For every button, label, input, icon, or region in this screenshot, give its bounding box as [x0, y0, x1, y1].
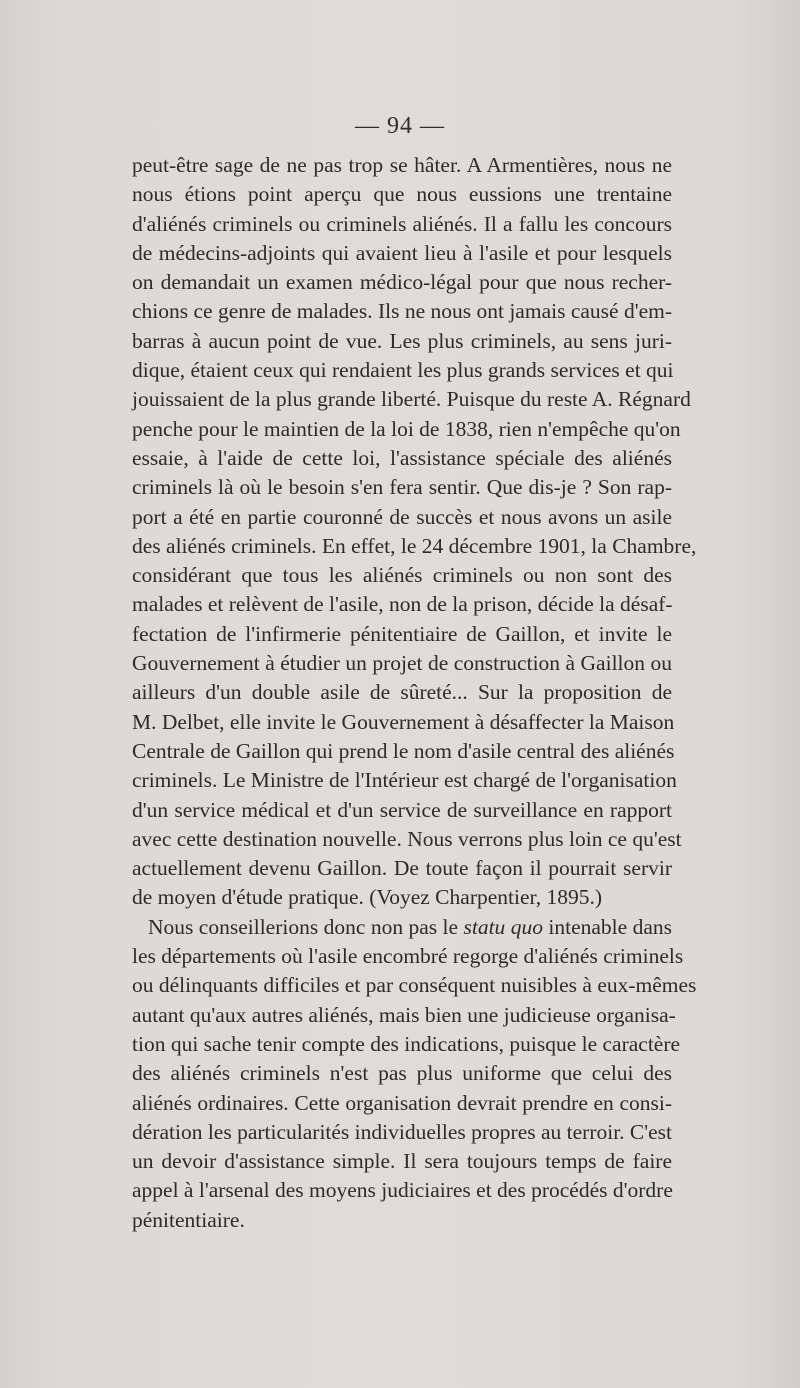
text-line: d'un service médical et d'un service de surveillance en rapport: [132, 797, 672, 822]
text-line: penche pour le maintien de la loi de 1838, rien n'empêche qu'on: [132, 416, 681, 441]
text-line: actuellement devenu Gaillon. De toute façon il pourrait servir: [132, 856, 672, 881]
paragraph-1: [132, 151, 697, 913]
text-line: essaie, à l'aide de cette loi, l'assistance spéciale des aliénés: [132, 445, 672, 470]
text-line: de médecins-adjoints qui avaient lieu à l'asile et pour lesquels: [132, 240, 672, 265]
text-line: tion qui sache tenir compte des indications, puisque le caractère: [132, 1031, 681, 1056]
text-line: [132, 913, 672, 942]
text-line: nous étions point aperçu que nous eussions une trentaine: [132, 182, 672, 207]
text-fragment: intenable dans: [542, 914, 672, 939]
text-line: Centrale de Gaillon qui prend le nom d'asile central des aliénés: [132, 738, 675, 763]
latin-phrase: statu quo: [463, 914, 543, 939]
text-line: ou délinquants difficiles et par conséquent nuisibles à eux-mêmes: [132, 973, 697, 998]
text-line: considérant que tous les aliénés criminels ou non sont des: [132, 563, 672, 588]
text-line: d'aliénés criminels ou criminels aliénés. Il a fallu les concours: [132, 211, 672, 236]
text-line: barras à aucun point de vue. Les plus criminels, au sens juri-: [132, 328, 672, 353]
text-line: des aliénés criminels n'est pas plus uniforme que celui des: [132, 1061, 672, 1086]
text-line: pénitentiaire.: [132, 1207, 245, 1232]
text-line: malades et relèvent de l'asile, non de la prison, décide la désaf-: [132, 592, 673, 617]
text-line: Gouvernement à étudier un projet de construction à Gaillon ou: [132, 651, 672, 676]
text-line: les départements où l'asile encombré regorge d'aliénés criminels: [132, 944, 684, 969]
text-line: jouissaient de la plus grande liberté. Puisque du reste A. Régnard: [132, 387, 691, 412]
text-line: de moyen d'étude pratique. (Voyez Charpentier, 1895.): [132, 885, 603, 910]
text-line: dération les particularités individuelles propres au terroir. C'est: [132, 1119, 673, 1144]
text-line: criminels là où le besoin s'en fera sentir. Que dis-je ? Son rap-: [132, 475, 672, 500]
text-line: fectation de l'infirmerie pénitentiaire de Gaillon, et invite le: [132, 621, 672, 646]
paragraph-2: [132, 913, 697, 1235]
text-line: chions ce genre de malades. Ils ne nous ont jamais causé d'em-: [132, 299, 672, 324]
body-text: [132, 151, 697, 1235]
text-line: M. Delbet, elle invite le Gouvernement à désaffecter la Maison: [132, 709, 675, 734]
text-line: peut-être sage de ne pas trop se hâter. A Armentières, nous ne: [132, 153, 672, 177]
text-line: port a été en partie couronné de succès et nous avons un asile: [132, 504, 672, 529]
text-line: dique, étaient ceux qui rendaient les plus grands services et qui: [132, 358, 674, 383]
text-line: un devoir d'assistance simple. Il sera toujours temps de faire: [132, 1149, 672, 1174]
text-line: appel à l'arsenal des moyens judiciaires et des procédés d'ordre: [132, 1178, 673, 1203]
text-line: avec cette destination nouvelle. Nous verrons plus loin ce qu'est: [132, 826, 682, 851]
text-line: autant qu'aux autres aliénés, mais bien une judicieuse organisa-: [132, 1002, 676, 1027]
text-line: ailleurs d'un double asile de sûreté... Sur la proposition de: [132, 680, 672, 705]
text-line: criminels. Le Ministre de l'Intérieur est chargé de l'organisation: [132, 768, 677, 793]
text-line: aliénés ordinaires. Cette organisation devrait prendre en consi-: [132, 1090, 672, 1115]
text-fragment: Nous conseillerions donc non pas le: [148, 914, 464, 939]
text-line: on demandait un examen médico-légal pour que nous recher-: [132, 270, 672, 295]
page-number: — 94 —: [355, 113, 445, 139]
text-line: des aliénés criminels. En effet, le 24 décembre 1901, la Chambre,: [132, 533, 697, 558]
